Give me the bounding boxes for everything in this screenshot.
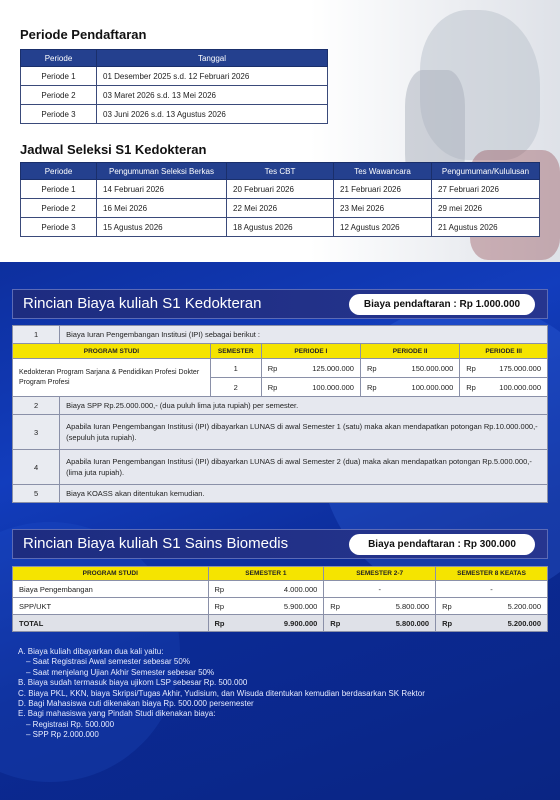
date-cell: 14 Februari 2026 xyxy=(97,180,227,199)
currency-cell: Rp xyxy=(360,359,382,378)
biomedis-banner xyxy=(12,529,548,559)
column-header: SEMESTER 1 xyxy=(208,567,324,581)
tanggal-cell: 01 Desember 2025 s.d. 12 Februari 2026 xyxy=(97,67,328,86)
item-text: Biaya KOASS akan ditentukan kemudian. xyxy=(60,485,548,503)
table-row xyxy=(21,86,328,105)
label-cell: SPP/UKT xyxy=(13,598,209,615)
fee-notes xyxy=(18,647,425,741)
note-subitem: – Saat Registrasi Awal semester sebesar 50% xyxy=(26,657,190,667)
column-header: PERIODE II xyxy=(360,344,459,359)
note-item: A. Biaya kuliah dibayarkan dua kali yaitu: xyxy=(18,647,164,656)
date-cell: 27 Februari 2026 xyxy=(432,180,540,199)
date-cell: 29 mei 2026 xyxy=(432,199,540,218)
column-header: PERIODE III xyxy=(460,344,548,359)
periode-cell: Periode 3 xyxy=(21,105,97,124)
item-text: Apabila Iuran Pengembangan Institusi (IPI) dibayarkan LUNAS di awal Semester 2 (dua) maka akan mendapatkan potongan Rp.5.000.000,- (lima juta rupiah). xyxy=(60,450,548,485)
item-number: 4 xyxy=(13,450,60,485)
date-cell: 23 Mei 2026 xyxy=(334,199,432,218)
table-row xyxy=(13,326,548,344)
total-amount: 9.900.000 xyxy=(248,615,324,632)
table-header-row xyxy=(21,163,540,180)
note-subitem: – Registrasi Rp. 500.000 xyxy=(26,719,115,729)
periode-pendaftaran-title: Periode Pendaftaran xyxy=(20,27,147,42)
date-cell: 15 Agustus 2026 xyxy=(97,218,227,237)
biomedis-fee-badge: Biaya pendaftaran : Rp 300.000 xyxy=(349,534,535,555)
table-header-row xyxy=(21,50,328,67)
total-amount: 5.200.000 xyxy=(476,615,548,632)
column-header: Periode xyxy=(21,50,97,67)
date-cell: 18 Agustus 2026 xyxy=(227,218,334,237)
item-number: 1 xyxy=(13,326,60,344)
table-row xyxy=(13,450,548,485)
ipi-row xyxy=(13,359,548,378)
note-item: E. Bagi mahasiswa yang Pindah Studi dikenakan biaya: xyxy=(18,709,216,719)
currency-cell: Rp xyxy=(261,359,283,378)
jadwal-seleksi-title: Jadwal Seleksi S1 Kedokteran xyxy=(20,142,207,157)
date-cell: 21 Februari 2026 xyxy=(334,180,432,199)
total-row xyxy=(13,615,548,632)
column-header: Periode xyxy=(21,163,97,180)
table-row xyxy=(21,218,540,237)
date-cell: 16 Mei 2026 xyxy=(97,199,227,218)
table-row xyxy=(13,415,548,450)
semester-cell: 1 xyxy=(210,359,261,378)
total-label: TOTAL xyxy=(13,615,209,632)
column-header: SEMESTER xyxy=(210,344,261,359)
jadwal-seleksi-table xyxy=(20,162,540,237)
tanggal-cell: 03 Juni 2026 s.d. 13 Agustus 2026 xyxy=(97,105,328,124)
kedokteran-fee-table xyxy=(12,325,548,503)
periode-cell: Periode 2 xyxy=(21,86,97,105)
note-item: B. Biaya sudah termasuk biaya ujikom LSP sebesar Rp. 500.000 xyxy=(18,678,248,688)
amount-cell: 5.900.000 xyxy=(248,598,324,615)
amount-cell: 100.000.000 xyxy=(283,378,360,397)
column-header: PROGRAM STUDI xyxy=(13,344,211,359)
periode-cell: Periode 1 xyxy=(21,180,97,199)
kedokteran-fee-badge: Biaya pendaftaran : Rp 1.000.000 xyxy=(349,294,535,315)
column-header: Pengumuman/Kululusan xyxy=(432,163,540,180)
column-header: PERIODE I xyxy=(261,344,360,359)
periode-cell: Periode 3 xyxy=(21,218,97,237)
tanggal-cell: 03 Maret 2026 s.d. 13 Mei 2026 xyxy=(97,86,328,105)
date-cell: 12 Agustus 2026 xyxy=(334,218,432,237)
semester-cell: 2 xyxy=(210,378,261,397)
table-row xyxy=(13,397,548,415)
currency-cell: Rp xyxy=(208,581,248,598)
currency-cell: Rp xyxy=(324,615,364,632)
note-item: D. Bagi Mahasiswa cuti dikenakan biaya Rp. 500.000 persemester xyxy=(18,699,254,709)
table-row xyxy=(21,67,328,86)
amount-cell: 4.000.000 xyxy=(248,581,324,598)
amount-cell: 100.000.000 xyxy=(482,378,548,397)
amount-cell: 5.800.000 xyxy=(364,598,436,615)
amount-cell: 150.000.000 xyxy=(383,359,460,378)
ipi-header-row xyxy=(13,344,548,359)
currency-cell: Rp xyxy=(460,378,482,397)
note-subitem: – Saat menjelang Ujian Akhir Semester sebesar 50% xyxy=(26,667,215,677)
currency-cell: Rp xyxy=(208,615,248,632)
biomedis-fee-table xyxy=(12,566,548,632)
note-item: C. Biaya PKL, KKN, biaya Skripsi/Tugas Akhir, Yudisium, dan Wisuda ditentukan kemudian berdasarkan SK Rektor xyxy=(18,688,425,698)
program-cell: Kedokteran Program Sarjana & Pendidikan Profesi Dokter Program Profesi xyxy=(13,359,211,397)
item-number: 5 xyxy=(13,485,60,503)
table-row xyxy=(13,485,548,503)
currency-cell: Rp xyxy=(360,378,382,397)
column-header: PROGRAM STUDI xyxy=(13,567,209,581)
amount-cell: 5.200.000 xyxy=(476,598,548,615)
table-row xyxy=(21,105,328,124)
amount-cell: - xyxy=(436,581,548,598)
date-cell: 21 Agustus 2026 xyxy=(432,218,540,237)
currency-cell: Rp xyxy=(324,598,364,615)
kedokteran-title: Rincian Biaya kuliah S1 Kedokteran xyxy=(23,295,262,312)
currency-cell: Rp xyxy=(436,615,476,632)
kedokteran-banner xyxy=(12,289,548,319)
item-text: Biaya SPP Rp.25.000.000,- (dua puluh lima juta rupiah) per semester. xyxy=(60,397,548,415)
periode-pendaftaran-table xyxy=(20,49,328,124)
currency-cell: Rp xyxy=(460,359,482,378)
currency-cell: Rp xyxy=(436,598,476,615)
item-text: Biaya Iuran Pengembangan Institusi (IPI) sebagai berikut : xyxy=(60,326,548,344)
amount-cell: - xyxy=(324,581,436,598)
item-text: Apabila Iuran Pengembangan Institusi (IPI) dibayarkan LUNAS di awal Semester 1 (satu) maka akan mendapatkan potongan Rp.10.000.000,- (sepuluh juta rupiah). xyxy=(60,415,548,450)
amount-cell: 175.000.000 xyxy=(482,359,548,378)
total-amount: 5.800.000 xyxy=(364,615,436,632)
schedule-section xyxy=(0,0,560,262)
periode-cell: Periode 1 xyxy=(21,67,97,86)
column-header: SEMESTER 8 KEATAS xyxy=(436,567,548,581)
column-header: Tes Wawancara xyxy=(334,163,432,180)
column-header: SEMESTER 2-7 xyxy=(324,567,436,581)
table-header-row xyxy=(13,567,548,581)
item-number: 2 xyxy=(13,397,60,415)
note-subitem: – SPP Rp 2.000.000 xyxy=(26,730,99,740)
currency-cell: Rp xyxy=(261,378,283,397)
table-row xyxy=(13,581,548,598)
column-header: Tanggal xyxy=(97,50,328,67)
column-header: Tes CBT xyxy=(227,163,334,180)
item-number: 3 xyxy=(13,415,60,450)
label-cell: Biaya Pengembangan xyxy=(13,581,209,598)
amount-cell: 100.000.000 xyxy=(383,378,460,397)
amount-cell: 125.000.000 xyxy=(283,359,360,378)
periode-cell: Periode 2 xyxy=(21,199,97,218)
date-cell: 22 Mei 2026 xyxy=(227,199,334,218)
currency-cell: Rp xyxy=(208,598,248,615)
table-row xyxy=(21,180,540,199)
table-row xyxy=(13,598,548,615)
column-header: Pengumuman Seleksi Berkas xyxy=(97,163,227,180)
table-row xyxy=(21,199,540,218)
date-cell: 20 Februari 2026 xyxy=(227,180,334,199)
biomedis-title: Rincian Biaya kuliah S1 Sains Biomedis xyxy=(23,535,289,552)
